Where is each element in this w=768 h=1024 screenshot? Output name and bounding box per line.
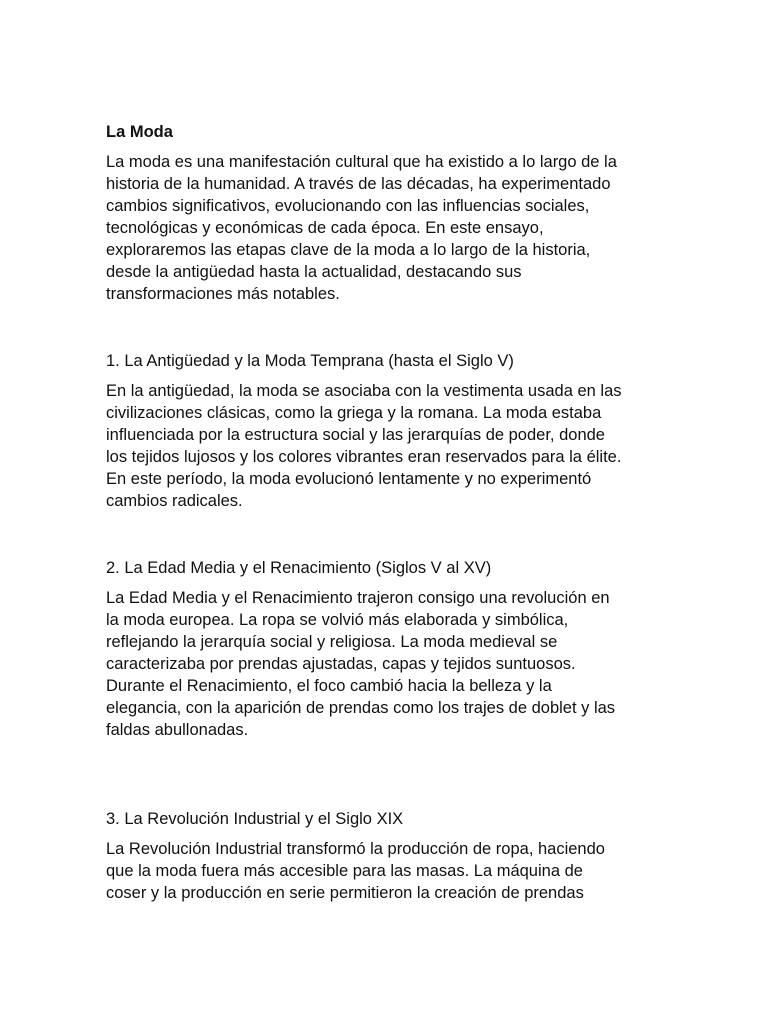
section-spacer bbox=[106, 741, 666, 808]
section-paragraph bbox=[106, 587, 666, 741]
section-paragraph bbox=[106, 380, 666, 512]
paragraph-line: caracterizaba por prendas ajustadas, capas y tejidos suntuosos. bbox=[106, 655, 576, 673]
paragraph-line: la moda europea. La ropa se volvió más elaborada y simbólica, bbox=[106, 611, 569, 629]
section-spacer bbox=[106, 305, 666, 350]
paragraph-line: coser y la producción en serie permitieron la creación de prendas bbox=[106, 884, 584, 902]
section-heading: 3. La Revolución Industrial y el Siglo XIX bbox=[106, 810, 404, 828]
paragraph-line: civilizaciones clásicas, como la griega y la romana. La moda estaba bbox=[106, 404, 602, 422]
paragraph-line: transformaciones más notables. bbox=[106, 285, 340, 303]
paragraph-line: reflejando la jerarquía social y religiosa. La moda medieval se bbox=[106, 633, 558, 651]
paragraph-line: desde la antigüedad hasta la actualidad, destacando sus bbox=[106, 263, 522, 281]
document-title: La Moda bbox=[106, 123, 173, 141]
paragraph-line: La Edad Media y el Renacimiento trajeron consigo una revolución en bbox=[106, 589, 610, 607]
section-heading: 2. La Edad Media y el Renacimiento (Siglos V al XV) bbox=[106, 559, 492, 577]
paragraph-line: La Revolución Industrial transformó la producción de ropa, haciendo bbox=[106, 840, 605, 858]
paragraph-line: tecnológicas y económicas de cada época. En este ensayo, bbox=[106, 219, 544, 237]
section-paragraph bbox=[106, 838, 666, 904]
section-spacer bbox=[106, 512, 666, 557]
paragraph-line: cambios radicales. bbox=[106, 492, 243, 510]
paragraph-line: En la antigüedad, la moda se asociaba con la vestimenta usada en las bbox=[106, 382, 622, 400]
paragraph-line: elegancia, con la aparición de prendas como los trajes de doblet y las bbox=[106, 699, 616, 717]
paragraph-line: historia de la humanidad. A través de las décadas, ha experimentado bbox=[106, 175, 611, 193]
section-heading: 1. La Antigüedad y la Moda Temprana (hasta el Siglo V) bbox=[106, 352, 514, 370]
paragraph-line: La moda es una manifestación cultural que ha existido a lo largo de la bbox=[106, 153, 617, 171]
paragraph-line: los tejidos lujosos y los colores vibrantes eran reservados para la élite. bbox=[106, 448, 622, 466]
paragraph-line: exploraremos las etapas clave de la moda a lo largo de la historia, bbox=[106, 241, 591, 259]
paragraph-line: En este período, la moda evolucionó lentamente y no experimentó bbox=[106, 470, 592, 488]
paragraph-line: influenciada por la estructura social y las jerarquías de poder, donde bbox=[106, 426, 605, 444]
intro-paragraph bbox=[106, 151, 666, 305]
document-content bbox=[106, 121, 666, 904]
paragraph-line: cambios significativos, evolucionando con las influencias sociales, bbox=[106, 197, 590, 215]
paragraph-line: faldas abullonadas. bbox=[106, 721, 249, 739]
paragraph-line: que la moda fuera más accesible para las masas. La máquina de bbox=[106, 862, 583, 880]
paragraph-line: Durante el Renacimiento, el foco cambió hacia la belleza y la bbox=[106, 677, 552, 695]
